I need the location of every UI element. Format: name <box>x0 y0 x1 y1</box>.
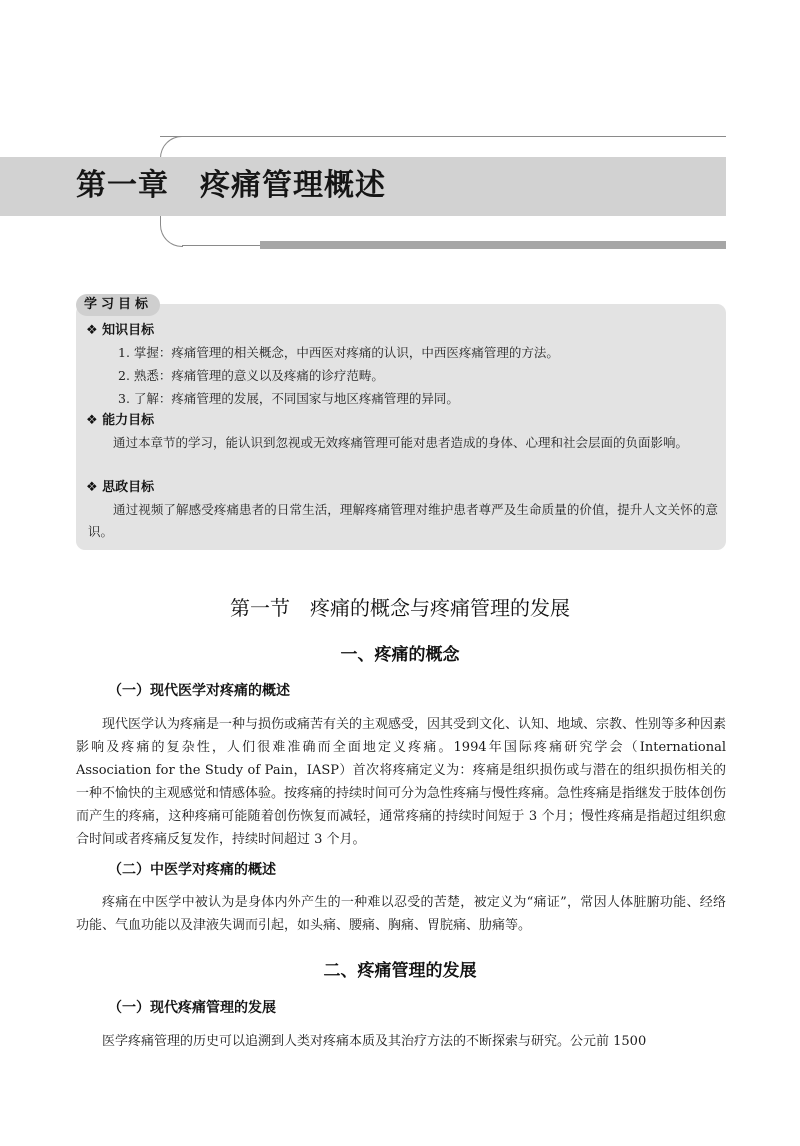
ability-objectives-heading: ❖ 能力目标 <box>86 413 155 428</box>
header-thick-bar <box>260 241 726 249</box>
ideology-objectives-heading: ❖ 思政目标 <box>86 480 155 495</box>
ability-objectives-text: 通过本章节的学习，能认识到忽视或无效疼痛管理可能对患者造成的身体、心理和社会层面的负面影响。 <box>113 435 689 450</box>
header-rule-bottom <box>182 245 260 246</box>
chapter-title: 第一章 疼痛管理概述 <box>76 168 386 203</box>
part1-sub2-paragraph: 疼痛在中医学中被认为是身体内外产生的一种难以忍受的苦楚，被定义为“痛证”，常因人体脏腑功能、经络功能、气血功能以及津液失调而引起，如头痛、腰痛、胸痛、胃脘痛、肋痛等。 <box>76 895 726 933</box>
part1-sub1-paragraph: 现代医学认为疼痛是一种与损伤或痛苦有关的主观感受，因其受到文化、认知、地域、宗教、性别等多种因素影响及疼痛的复杂性，人们很难准确而全面地定义疼痛。1994年国际疼痛研究学会（International Association for the Study of Pain，IASP）首次将疼痛定义为：疼痛是组织损伤或与潜在的组织损伤相关的一种不愉快的主观感觉和情感体验。按疼痛的持续时间可分为急性疼痛与慢性疼痛。急性疼痛是指继发于肢体创伤而产生的疼痛，这种疼痛可能随着创伤恢复而减轻，通常疼痛的持续时间短于 3 个月；慢性疼痛是指超过组织愈合时间或者疼痛反复发作，持续时间超过 3 个月。 <box>76 717 727 847</box>
ideology-objectives-text: 通过视频了解感受疼痛患者的日常生活，理解疼痛管理对维护患者尊严及生命质量的价值，提升人文关怀的意识。 <box>88 502 718 539</box>
knowledge-item-3: 3. 了解：疼痛管理的发展，不同国家与地区疼痛管理的异同。 <box>118 391 459 406</box>
knowledge-item-1: 1. 掌握：疼痛管理的相关概念，中西医对疼痛的认识，中西医疼痛管理的方法。 <box>118 345 559 360</box>
part2-heading: 二、疼痛管理的发展 <box>323 961 477 981</box>
header-curve-bottom <box>160 216 183 247</box>
header-curve-top <box>160 136 183 159</box>
knowledge-objectives-heading: ❖ 知识目标 <box>86 323 155 338</box>
part1-sub2-heading: （二）中医学对疼痛的概述 <box>108 862 276 878</box>
objectives-tag: 学习目标 <box>76 294 160 316</box>
section-title: 第一节 疼痛的概念与疼痛管理的发展 <box>230 596 570 620</box>
part2-sub1-paragraph: 医学疼痛管理的历史可以追溯到人类对疼痛本质及其治疗方法的不断探索与研究。公元前 1500 <box>102 1034 647 1049</box>
part1-sub1-heading: （一）现代医学对疼痛的概述 <box>108 683 290 699</box>
header-rule-top <box>160 136 726 137</box>
part2-sub1-heading: （一）现代疼痛管理的发展 <box>108 1000 276 1016</box>
part1-heading: 一、疼痛的概念 <box>340 645 460 665</box>
knowledge-item-2: 2. 熟悉：疼痛管理的意义以及疼痛的诊疗范畴。 <box>118 368 384 383</box>
